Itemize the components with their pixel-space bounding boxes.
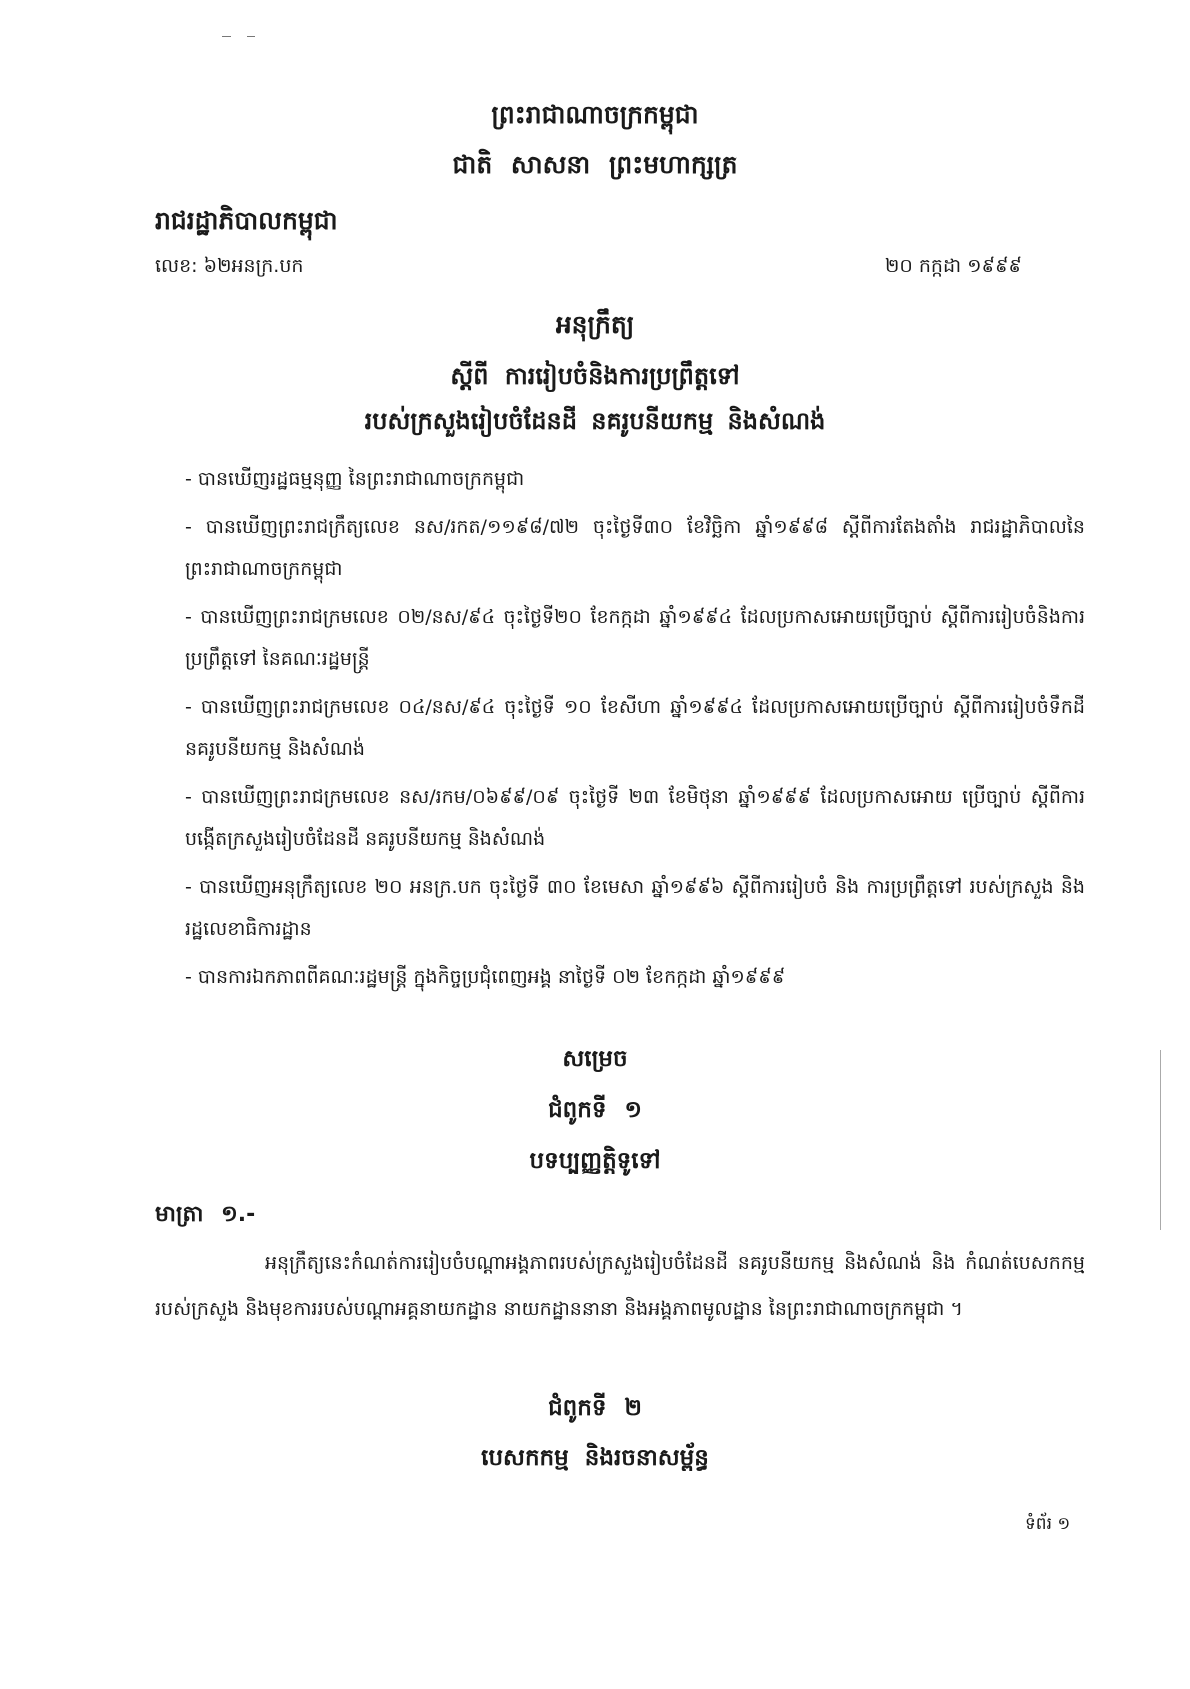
national-motto-line1: ព្រះរាជាណាចក្រកម្ពុជា [491, 100, 699, 129]
preamble-item: - បានឃើញរដ្ឋធម្មនុញ្ញ នៃព្រះរាជាណាចក្រកម្ពុជា [185, 468, 525, 490]
chapter1-title: បទប្បញ្ញត្តិទូទៅ [529, 1148, 661, 1174]
preamble-list [165, 458, 1085, 1004]
page-number: ទំព័រ ១ [1025, 1514, 1071, 1534]
chapter1-heading: ជំពូកទី ១ [548, 1097, 642, 1123]
chapter2-title: បេសកកម្ម និងរចនាសម្ព័ន្ធ [481, 1445, 709, 1471]
reference-number: លេខ: ៦២អនក្រ.បក [155, 255, 304, 277]
scan-mark [222, 36, 231, 37]
article1-text: អនុក្រឹត្យនេះកំណត់ការរៀបចំបណ្តាអង្គភាពរបស់ក្រសួងរៀបចំដែនដី នគរូបនីយកម្ម និងសំណង់ និង កំណត់បេសកកម្មរបស់ក្រសួង និងមុខការរបស់បណ្តាអគ្គនាយកដ្ឋាន នាយកដ្ឋាននានា និងអង្គភាពមូលដ្ឋាន នៃព្រះរាជាណាចក្រកម្ពុជា ។ [155, 1252, 1085, 1320]
document-subject-line1: ស្តីពី ការរៀបចំនិងការប្រព្រឹត្តទៅ [450, 362, 740, 390]
preamble-item: - បានឃើញព្រះរាជក្រមលេខ ០២/នស/៩៤ ចុះថ្ងៃទី២០ ខែកក្កដា ឆ្នាំ១៩៩៤ ដែលប្រកាសអោយប្រើច្បាប់ ស្តីពីការរៀបចំនិងការប្រព្រឹត្តទៅ នៃគណៈរដ្ឋមន្ត្រី [185, 606, 1085, 670]
decision-heading: សម្រេច [562, 1046, 628, 1072]
document-date: ២០ កក្កដា ១៩៩៩ [885, 255, 1022, 277]
national-motto-line2: ជាតិ សាសនា ព្រះមហាក្សត្រ [452, 150, 738, 179]
preamble-item: - បានការឯកភាពពីគណៈរដ្ឋមន្ត្រី ក្នុងកិច្ចប្រជុំពេញអង្គ នាថ្ងៃទី ០២ ខែកក្កដា ឆ្នាំ១៩៩៩ [185, 966, 786, 988]
document-subject-line2: របស់ក្រសួងរៀបចំដែនដី នគរូបនីយកម្ម និងសំណង់ [364, 407, 826, 435]
preamble-item: - បានឃើញព្រះរាជក្រមលេខ ០៤/នស/៩៤ ចុះថ្ងៃទី ១០ ខែសីហា ឆ្នាំ១៩៩៤ ដែលប្រកាសអោយប្រើច្បាប់ ស្តីពីការរៀបចំទឹកដី នគរូបនីយកម្ម និងសំណង់ [185, 696, 1085, 760]
issuing-organization: រាជរដ្ឋាភិបាលកម្ពុជា [155, 206, 338, 235]
scan-mark [247, 36, 255, 37]
preamble-item: - បានឃើញអនុក្រឹត្យលេខ ២០ អនក្រ.បក ចុះថ្ងៃទី ៣០ ខែមេសា ឆ្នាំ១៩៩៦ ស្តីពីការរៀបចំ និង ការប្រព្រឹត្តទៅ របស់ក្រសួង និងរដ្ឋលេខាធិការដ្ឋាន [185, 876, 1085, 940]
chapter2-heading: ជំពូកទី ២ [548, 1395, 642, 1421]
article1-heading: មាត្រា ១.- [155, 1202, 256, 1227]
preamble-item: - បានឃើញព្រះរាជក្រឹត្យលេខ នស/រកត/១១៩៨/៧២ ចុះថ្ងៃទី៣០ ខែវិច្ឆិកា ឆ្នាំ១៩៩៨ ស្តីពីការតែងតាំង រាជរដ្ឋាភិបាលនៃព្រះរាជាណាចក្រកម្ពុជា [185, 516, 1085, 580]
preamble-item: - បានឃើញព្រះរាជក្រមលេខ នស/រកម/០៦៩៩/០៩ ចុះថ្ងៃទី ២៣ ខែមិថុនា ឆ្នាំ១៩៩៩ ដែលប្រកាសអោយ ប្រើច្បាប់ ស្តីពីការបង្កើតក្រសួងរៀបចំដែនដី នគរូបនីយកម្ម និងសំណង់ [185, 786, 1085, 850]
document-type-title: អនុក្រឹត្យ [555, 310, 635, 339]
